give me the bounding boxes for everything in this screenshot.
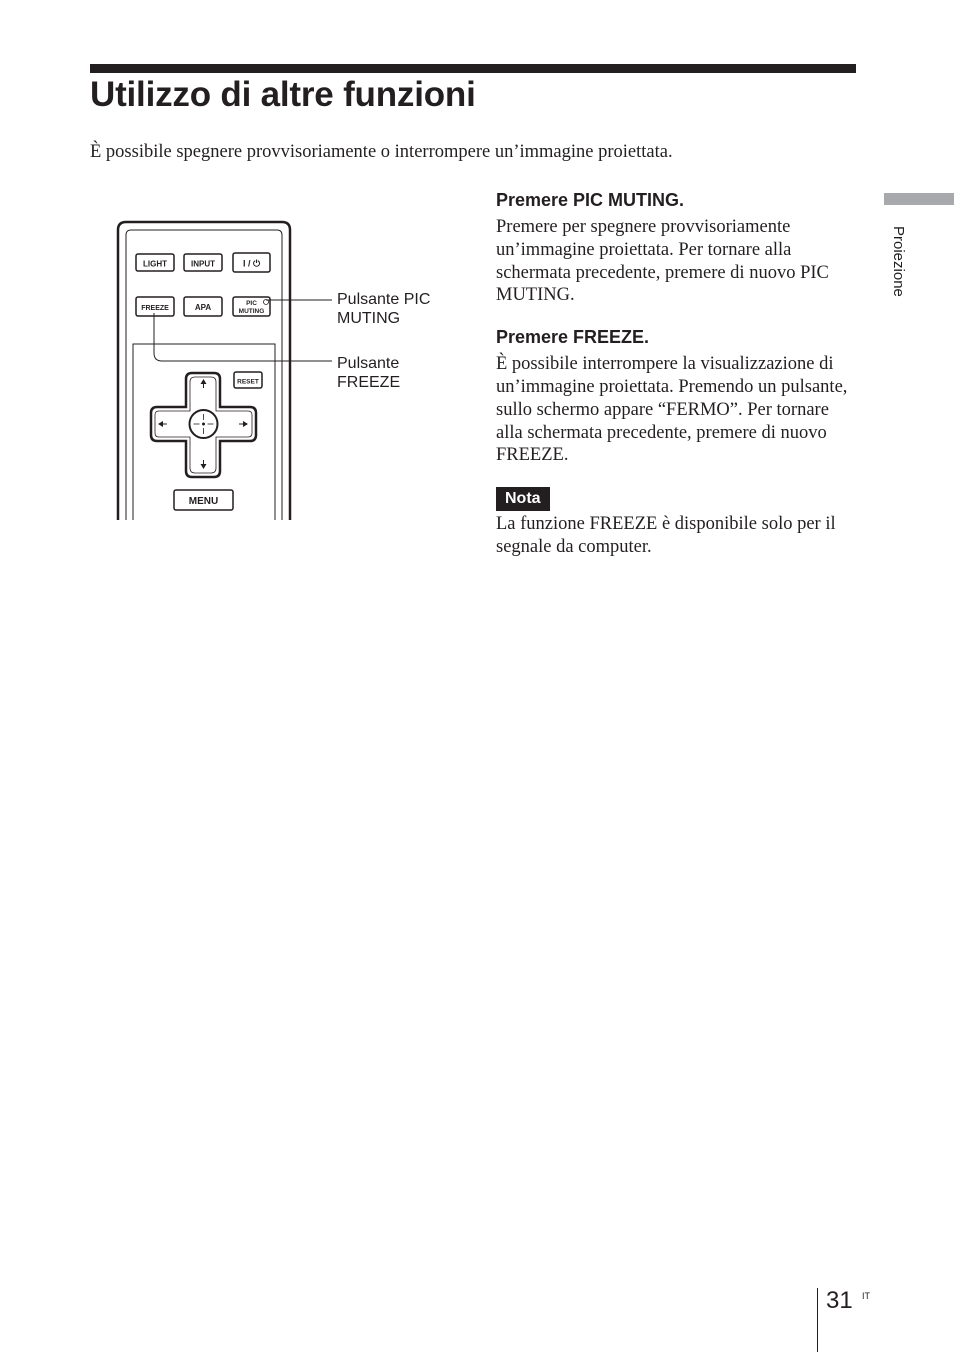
apa-button-label: APA xyxy=(194,303,212,312)
section-heading-freeze: Premere FREEZE. xyxy=(496,327,650,348)
freeze-callout-line xyxy=(154,313,332,361)
input-button xyxy=(184,254,222,271)
pic-muting-callout xyxy=(337,290,430,328)
pic-muting-callout-line1: Pulsante PIC xyxy=(337,291,431,308)
power-button-label: I / ⏻ xyxy=(242,258,261,269)
section-body-pic-muting: Premere per spegnere provvisoriamente un’immagine proiettata. Per tornare alla schermata precedente, premere di nuovo PIC MUTING. xyxy=(496,217,829,306)
freeze-callout xyxy=(337,354,400,392)
freeze-callout-line2: FREEZE xyxy=(337,374,401,391)
light-button xyxy=(136,254,174,271)
pic-muting-callout-line2: MUTING xyxy=(337,310,401,327)
menu-button xyxy=(174,490,233,510)
page-number: 31 xyxy=(826,1287,853,1314)
apa-button xyxy=(184,297,222,316)
reset-button-label: RESET xyxy=(237,378,259,386)
pic-muting-label-line2: MUTING xyxy=(238,308,265,315)
note-text: La funzione FREEZE è disponibile solo per il segnale da computer. xyxy=(496,514,836,557)
pic-muting-button xyxy=(233,297,270,316)
power-button xyxy=(233,253,270,272)
reset-button xyxy=(234,372,262,388)
freeze-button xyxy=(136,297,174,316)
freeze-button-label: FREEZE xyxy=(141,305,169,312)
page-language: IT xyxy=(862,1291,870,1301)
note-badge: Nota xyxy=(496,487,550,511)
instructions-column xyxy=(496,188,858,559)
light-button-label: LIGHT xyxy=(143,259,167,269)
intro-text: È possibile spegnere provvisoriamente o interrompere un’immagine proiettata. xyxy=(90,142,673,162)
side-tab-marker xyxy=(884,193,954,205)
section-heading-pic-muting: Premere PIC MUTING. xyxy=(496,190,685,210)
remote-illustration xyxy=(100,205,460,525)
input-button-label: INPUT xyxy=(191,259,215,269)
side-tab-label: Proiezione xyxy=(890,226,907,297)
freeze-callout-line1: Pulsante xyxy=(337,355,400,372)
pic-muting-label-line1: PIC xyxy=(246,300,257,307)
menu-button-label: MENU xyxy=(188,496,219,507)
page-number-rule xyxy=(817,1288,818,1352)
section-body-freeze: È possibile interrompere la visualizzazione di un’immagine proiettata. Premendo un pulsante, sullo schermo appare “FERMO”. Per tornare alla schermata precedente, premere di nuovo FREEZE. xyxy=(496,354,848,466)
page-title: Utilizzo di altre funzioni xyxy=(90,75,476,114)
